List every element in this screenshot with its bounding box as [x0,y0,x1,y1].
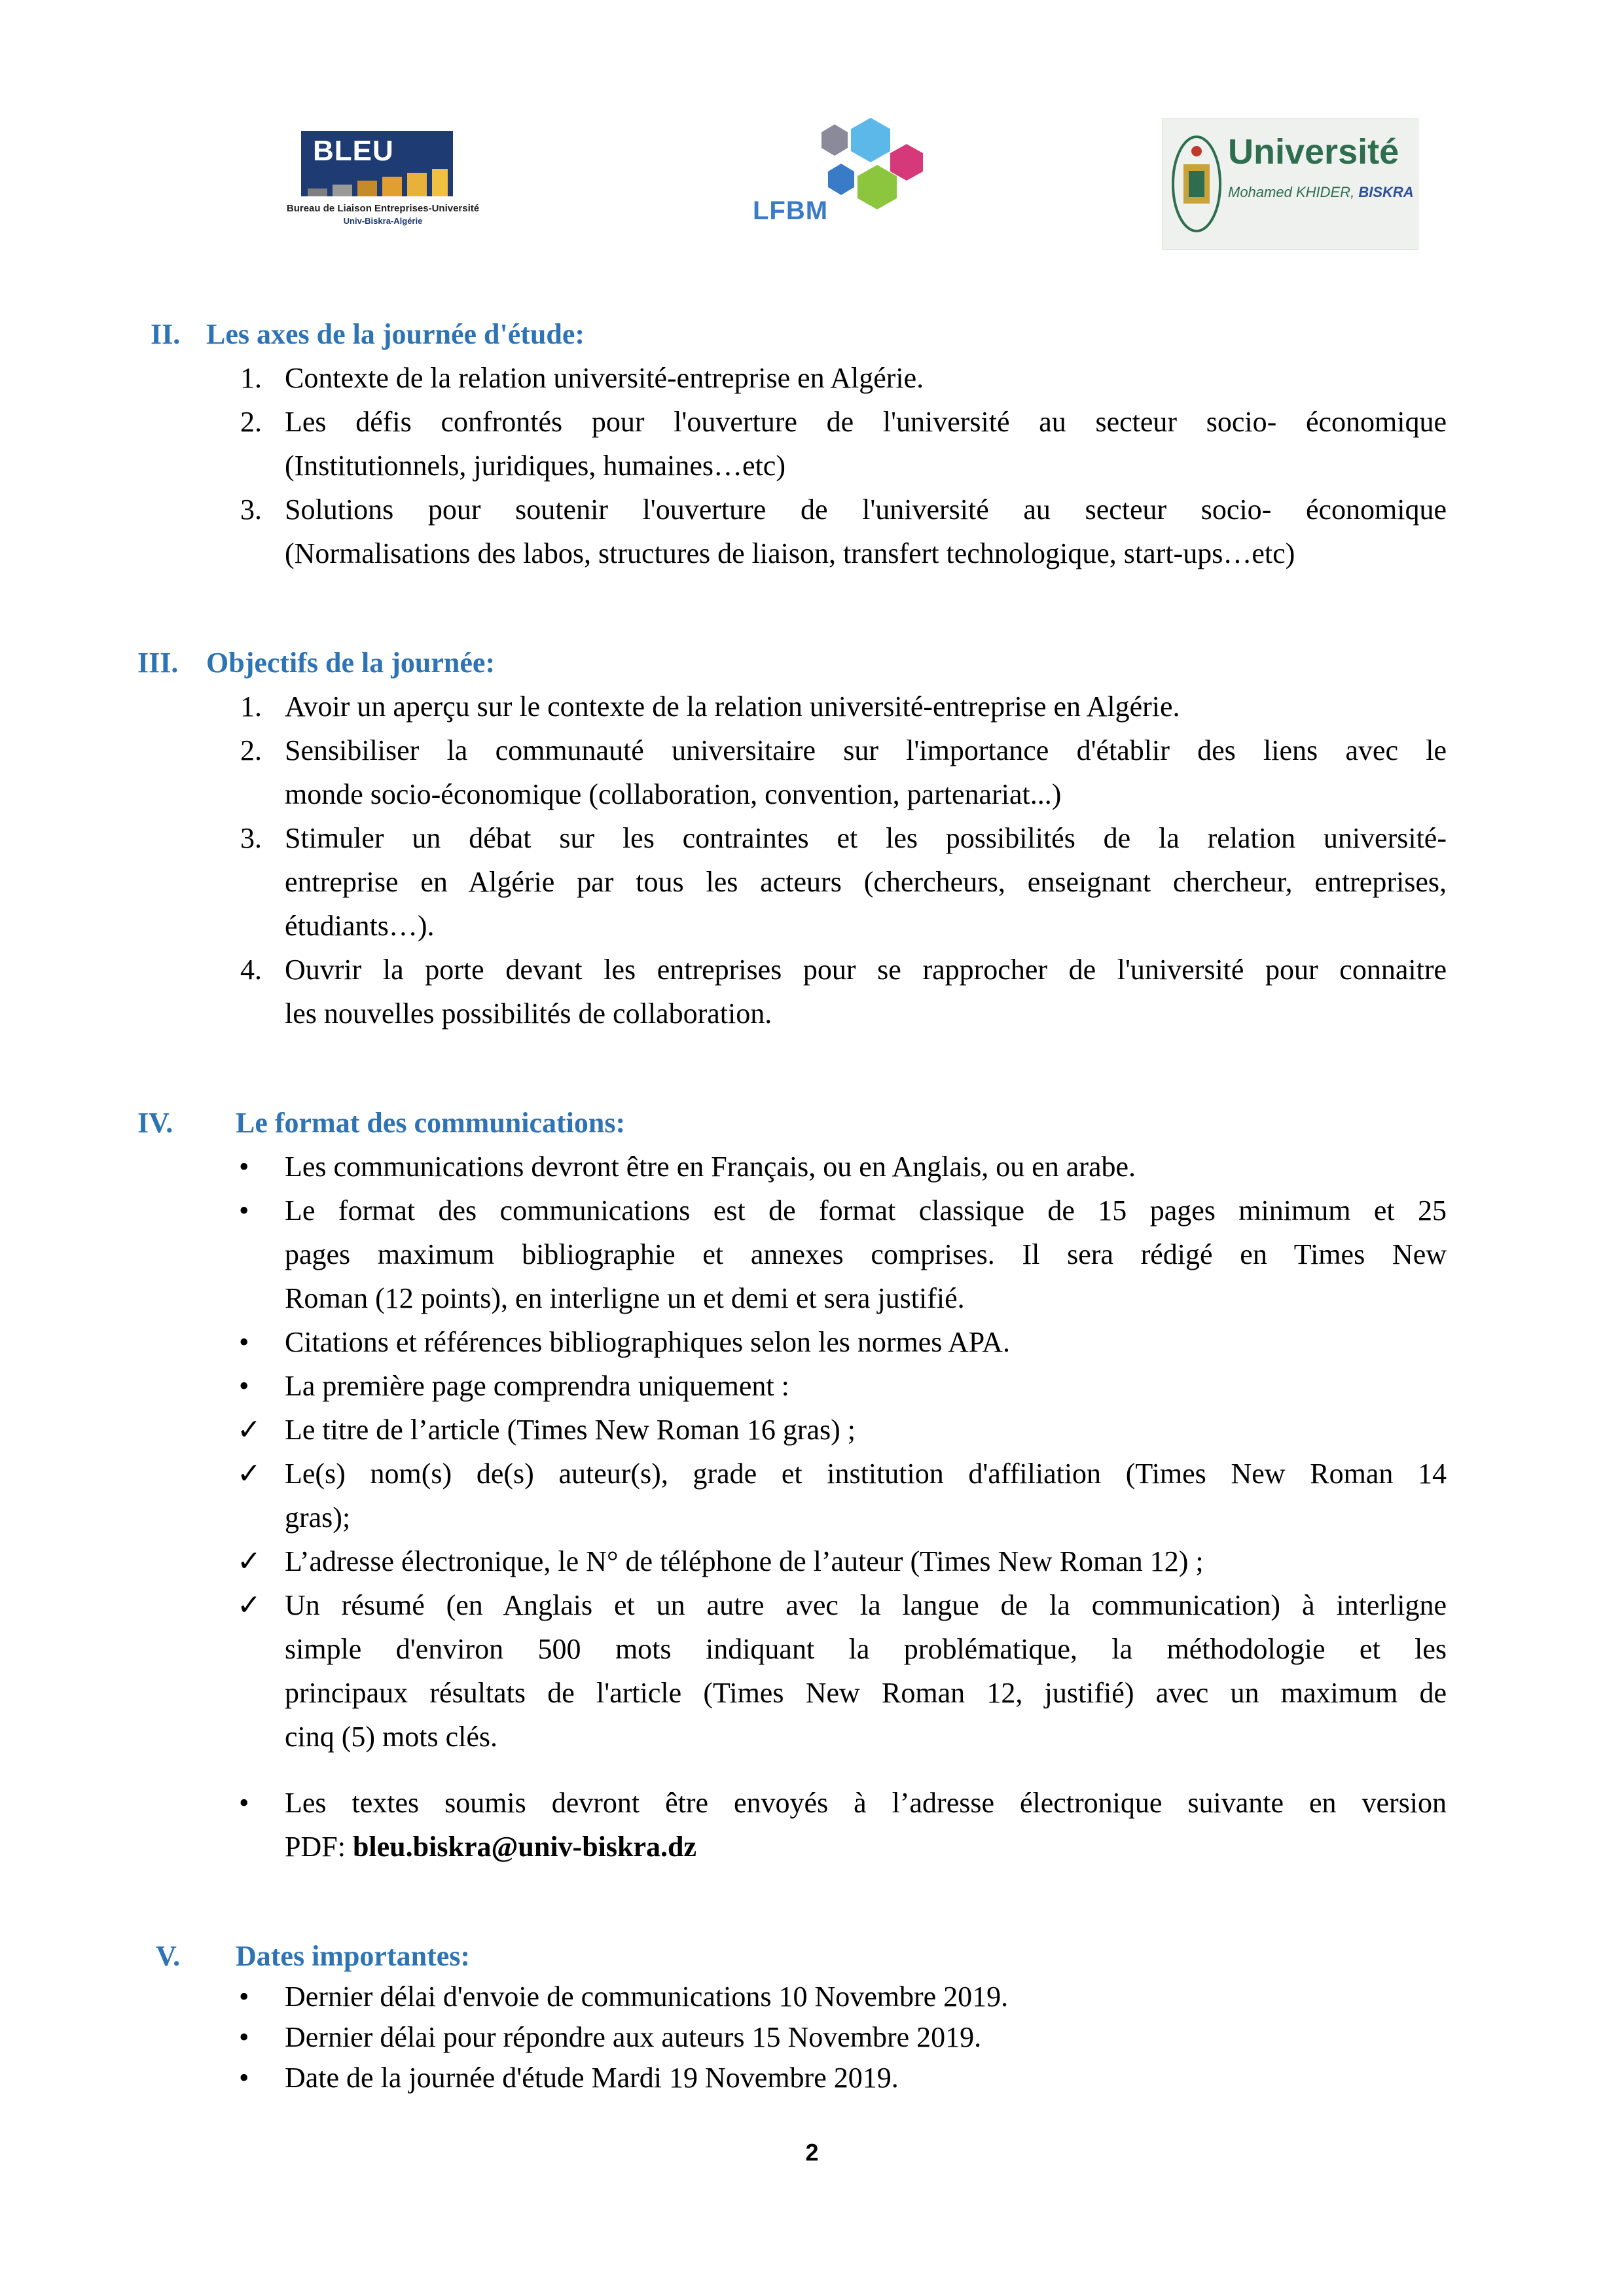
item-text: simple d'environ 500 mots indiquant la problématique, la méthodologie et les [285,1633,1447,1665]
section-number: V. [156,1940,181,1972]
bleu-logo [229,131,537,245]
item-number: 3. [240,822,262,854]
section-number: III. [137,647,179,679]
item-text: Un résumé (en Anglais et un autre avec la langue de la communication) à interligne [285,1589,1447,1621]
item-text: entreprise en Algérie par tous les acteurs (chercheurs, enseignant chercheur, entreprises, [285,866,1447,898]
section-title: Les axes de la journée d'étude: [206,318,585,350]
bullet-icon: • [239,1194,249,1227]
item-text: (Normalisations des labos, structures de liaison, transfert technologique, start-ups…etc) [285,537,1295,569]
lfbm-logo-name: LFBM [753,196,829,225]
item-number: 2. [240,406,262,438]
bullet-icon: • [239,1370,249,1402]
item-text: Stimuler un débat sur les contraintes et les possibilités de la relation université- [285,822,1447,854]
item-text: Contexte de la relation université-entreprise en Algérie. [285,362,924,394]
item-text [285,1825,696,1869]
section-title: Le format des communications: [236,1107,626,1139]
university-logo-subtitle [1228,184,1414,201]
item-text: Citations et références bibliographiques selon les normes APA. [285,1326,1010,1358]
bleu-logo-name: BLEU [313,135,394,167]
bullet-icon: • [239,2021,249,2053]
item-text: La première page comprendra uniquement : [285,1370,789,1402]
checkmark-icon: ✓ [237,1414,261,1446]
item-text: Solutions pour soutenir l'ouverture de l'université au secteur socio- économique [285,493,1447,526]
university-logo [1162,118,1418,250]
item-text: étudiants…). [285,910,435,942]
item-text: (Institutionnels, juridiques, humaines…etc) [285,450,785,482]
logo-bar [0,118,1624,255]
item-number: 1. [240,362,262,394]
contact-email[interactable]: bleu.biskra@univ-biskra.dz [352,1831,697,1863]
bullet-icon: • [239,1787,249,1819]
item-text: Ouvrir la porte devant les entreprises pour se rapprocher de l'université pour connaitre [285,954,1447,986]
item-text: cinq (5) mots clés. [285,1721,498,1753]
bullet-icon: • [239,1981,249,2013]
university-seal-icon [1170,132,1223,236]
bullet-icon: • [239,1326,249,1358]
item-text: monde socio-économique (collaboration, convention, partenariat...) [285,778,1062,810]
university-logo-title: Université [1228,132,1399,171]
checkmark-icon: ✓ [237,1545,261,1577]
item-text: Dernier délai d'envoie de communications 10 Novembre 2019. [285,1981,1009,2013]
university-logo-city: BISKRA [1358,184,1414,200]
item-number: 2. [240,734,262,766]
item-text: Le format des communications est de format classique de 15 pages minimum et 25 [285,1194,1447,1227]
bleu-bar-chart-icon [301,169,453,196]
item-text: Date de la journée d'étude Mardi 19 Novembre 2019. [285,2062,899,2094]
item-number: 3. [240,493,262,526]
item-text: L’adresse électronique, le N° de téléphone de l’auteur (Times New Roman 12) ; [285,1545,1204,1577]
item-text: Le titre de l’article (Times New Roman 16 gras) ; [285,1414,856,1446]
bullet-icon: • [239,1151,249,1183]
item-text: pages maximum bibliographie et annexes comprises. Il sera rédigé en Times New [285,1238,1447,1270]
bleu-logo-line1: Bureau de Liaison Entreprises-Université [286,203,480,214]
section-number: II. [151,318,181,350]
item-text: Les textes soumis devront être envoyés à l’adresse électronique suivante en version [285,1787,1447,1819]
pdf-prefix: PDF: [285,1831,353,1863]
checkmark-icon: ✓ [237,1589,261,1621]
page-number: 2 [805,2139,819,2166]
item-text: Dernier délai pour répondre aux auteurs 15 Novembre 2019. [285,2021,982,2053]
bleu-logo-line2: Univ-Biskra-Algérie [343,216,423,226]
lfbm-logo [746,118,929,236]
item-text: Les défis confrontés pour l'ouverture de l'université au secteur socio- économique [285,406,1447,438]
item-text: principaux résultats de l'article (Times New Roman 12, justifié) avec un maximum de [285,1677,1447,1709]
section-title: Objectifs de la journée: [206,647,496,679]
item-number: 1. [240,691,262,723]
bullet-icon: • [239,2062,249,2094]
item-text: Les communications devront être en Français, ou en Anglais, ou en arabe. [285,1151,1136,1183]
section-title: Dates importantes: [236,1940,471,1972]
item-text: Le(s) nom(s) de(s) auteur(s), grade et institution d'affiliation (Times New Roman 14 [285,1458,1447,1490]
item-text: Avoir un aperçu sur le contexte de la relation université-entreprise en Algérie. [285,691,1180,723]
item-text: Roman (12 points), en interligne un et demi et sera justifié. [285,1282,965,1314]
university-logo-subname: Mohamed KHIDER, [1228,184,1355,200]
section-number: IV. [137,1107,173,1139]
item-number: 4. [240,954,262,986]
checkmark-icon: ✓ [237,1458,261,1490]
item-text: les nouvelles possibilités de collaboration. [285,997,772,1030]
item-text: gras); [285,1501,351,1534]
item-text: Sensibiliser la communauté universitaire sur l'importance d'établir des liens avec le [285,734,1447,766]
